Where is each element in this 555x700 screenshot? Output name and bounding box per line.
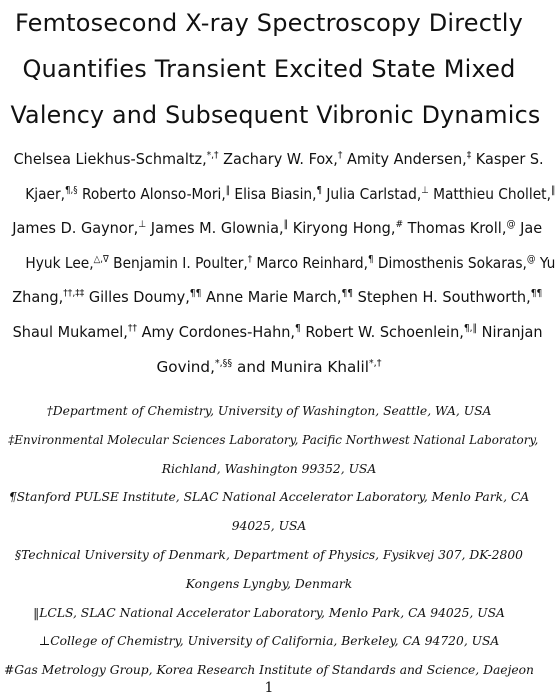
author-name: Thomas Kroll, <box>403 219 507 238</box>
affiliation-marker: *,§§ <box>214 357 233 369</box>
affiliation-line: †Department of Chemistry, University of Washington, Seattle, WA, USA <box>46 404 492 418</box>
author-line <box>25 246 555 281</box>
author-name: James D. Gaynor, <box>12 219 139 238</box>
affiliation-marker: △,∇ <box>93 253 109 265</box>
author-name: Govind, <box>156 357 215 376</box>
affiliation-marker: †† <box>127 322 137 334</box>
affiliation-marker: # <box>395 219 404 231</box>
author-name: Elisa Biasin, <box>230 184 317 203</box>
author-name: Yu <box>535 253 555 272</box>
affiliation-line: Richland, Washington 99352, USA <box>161 461 377 476</box>
author-name: Roberto Alonso-Mori, <box>77 184 226 203</box>
author-line <box>25 177 555 212</box>
affiliation-line: 94025, USA <box>231 519 307 534</box>
author-name: Anne Marie March, <box>201 288 342 307</box>
author-name: Amy Cordones-Hahn, <box>136 322 296 341</box>
affiliation-line: ⊥College of Chemistry, University of California, Berkeley, CA 94720, USA <box>38 634 500 649</box>
author-name: Benjamin I. Poulter, <box>108 253 248 272</box>
author-name: Jae <box>515 219 543 238</box>
author-name: Stephen H. Southworth, <box>353 288 531 307</box>
author-name: Zhang, <box>12 288 64 307</box>
affiliation-marker: ¶,§ <box>65 184 78 196</box>
affiliation-marker: ¶,‖ <box>463 322 478 334</box>
author-name: Matthieu Chollet, <box>428 184 551 203</box>
author-list <box>0 142 555 384</box>
affiliation-marker: ¶¶ <box>189 288 202 300</box>
affiliation-marker: ‖ <box>225 184 231 196</box>
author-name: Hyuk Lee, <box>25 253 94 272</box>
author-name: Zachary W. Fox, <box>218 150 338 168</box>
author-name: Shaul Mukamel, <box>12 322 128 341</box>
author-name: Robert W. Schoenlein, <box>300 322 464 341</box>
title-line: Femtosecond X-ray Spectroscopy Directly <box>14 9 524 37</box>
affiliation-line: #Gas Metrology Group, Korea Research Institute of Standards and Science, Daejeon <box>3 663 534 678</box>
affiliation-marker: ‖ <box>550 184 555 196</box>
affiliation-marker: ¶¶ <box>530 288 543 300</box>
affiliation-line: ‡Environmental Molecular Sciences Laboratory, Pacific Northwest National Laboratory, <box>8 432 539 447</box>
page-number: 1 <box>264 680 274 696</box>
affiliation-marker: @ <box>506 219 516 231</box>
author-name: Amity Andersen, <box>342 150 467 168</box>
affiliation-marker: *,† <box>206 150 219 161</box>
author-name: Julia Carlstad, <box>321 184 422 203</box>
affiliation-marker: † <box>247 253 253 265</box>
affiliation-line: §Technical University of Denmark, Department of Physics, Fysikvej 307, DK-2800 <box>15 547 523 562</box>
affiliation-marker: ⊥ <box>138 219 147 231</box>
author-line <box>12 280 543 315</box>
title-line: Valency and Subsequent Vibronic Dynamics <box>10 101 541 129</box>
author-name: James M. Glownia, <box>146 219 284 238</box>
author-name: Kasper S. <box>471 150 544 168</box>
affiliation-list <box>0 397 538 685</box>
author-name: Kiryong Hong, <box>288 219 396 238</box>
author-line <box>12 315 543 350</box>
author-line <box>0 350 538 385</box>
author-name: Niranjan <box>477 322 543 341</box>
author-name: Chelsea Liekhus-Schmaltz, <box>13 150 207 168</box>
affiliation-marker: ‖ <box>283 219 289 231</box>
affiliation-marker: ¶ <box>316 184 322 196</box>
author-line <box>13 142 544 177</box>
author-name: Gilles Doumy, <box>84 288 190 307</box>
affiliation-marker: † <box>337 150 343 161</box>
affiliation-marker: ‡ <box>466 150 472 161</box>
affiliation-line: ‖LCLS, SLAC National Accelerator Laboratory, Menlo Park, CA 94025, USA <box>33 605 505 620</box>
author-name: Kjaer, <box>25 184 66 203</box>
affiliation-line: ¶Stanford PULSE Institute, SLAC National Accelerator Laboratory, Menlo Park, CA <box>8 490 530 505</box>
affiliation-marker: ¶ <box>368 253 374 265</box>
affiliation-marker: @ <box>526 253 536 265</box>
affiliation-marker: ⊥ <box>421 184 429 196</box>
affiliation-marker: ††,‡‡ <box>63 288 85 300</box>
title-line: Quantifies Transient Excited State Mixed <box>22 55 516 83</box>
author-name: Marco Reinhard, <box>252 253 369 272</box>
author-line <box>12 211 543 246</box>
author-name: Dimosthenis Sokaras, <box>373 253 527 272</box>
paper-title <box>8 0 541 138</box>
affiliation-marker: ¶¶ <box>341 288 354 300</box>
author-name: and Munira Khalil <box>232 357 369 376</box>
affiliation-marker: *,† <box>368 357 382 369</box>
affiliation-marker: ¶ <box>295 322 301 334</box>
affiliation-line: Kongens Lyngby, Denmark <box>185 576 353 591</box>
